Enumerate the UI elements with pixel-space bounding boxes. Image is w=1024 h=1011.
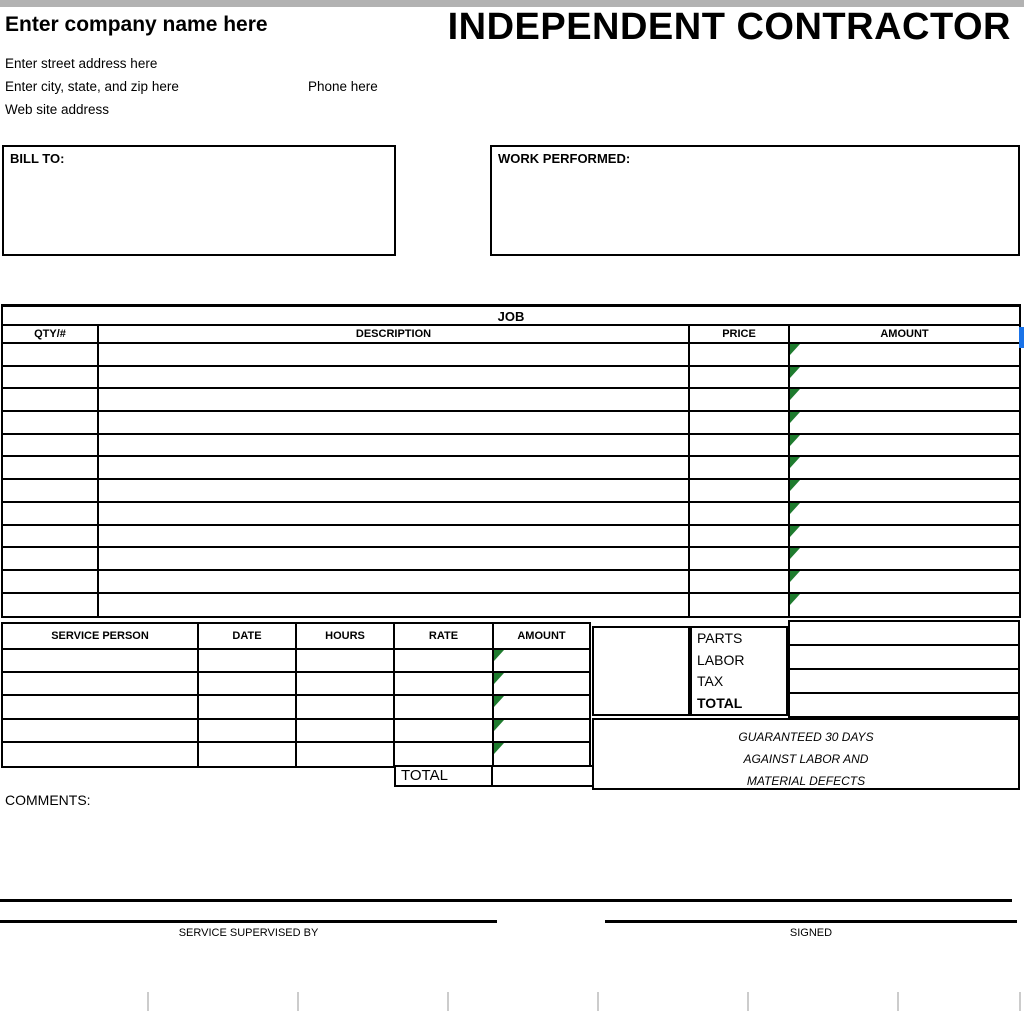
document-title: INDEPENDENT CONTRACTOR: [447, 6, 1011, 48]
service-cell-hours[interactable]: [297, 743, 395, 766]
job-table-row: [3, 367, 1019, 390]
service-col-hours: HOURS: [297, 624, 395, 648]
job-cell-amount[interactable]: [790, 503, 1019, 524]
summary-blank-box: [592, 626, 690, 716]
service-table-body: [3, 650, 589, 766]
job-cell-amount[interactable]: [790, 435, 1019, 456]
formula-marker-icon: [790, 344, 800, 355]
job-cell-amount[interactable]: [790, 571, 1019, 592]
formula-marker-icon: [790, 571, 800, 582]
formula-marker-icon: [790, 548, 800, 559]
work-performed-box[interactable]: [490, 145, 1020, 256]
job-cell-price[interactable]: [690, 367, 790, 388]
service-cell-hours[interactable]: [297, 696, 395, 717]
job-col-amount: AMOUNT: [880, 328, 929, 340]
formula-marker-icon: [494, 720, 504, 731]
job-cell-amount[interactable]: [790, 389, 1019, 410]
job-cell-qty[interactable]: [3, 412, 99, 433]
summary-labels: [690, 626, 788, 716]
gridline-tick: [597, 992, 599, 1011]
job-cell-price[interactable]: [690, 571, 790, 592]
job-cell-amount[interactable]: [790, 480, 1019, 501]
job-cell-amount[interactable]: [790, 457, 1019, 478]
service-cell-person[interactable]: [3, 743, 199, 766]
job-cell-amount[interactable]: [790, 412, 1019, 433]
job-cell-description[interactable]: [99, 389, 690, 410]
job-col-price: PRICE: [690, 326, 790, 342]
service-table-row: [3, 743, 589, 766]
job-cell-description[interactable]: [99, 435, 690, 456]
job-cell-description[interactable]: [99, 412, 690, 433]
comments-label: COMMENTS:: [5, 792, 91, 808]
service-total-value[interactable]: [493, 767, 592, 785]
job-cell-qty[interactable]: [3, 503, 99, 524]
job-table-row: [3, 548, 1019, 571]
formula-marker-icon: [790, 412, 800, 423]
job-table-row: [3, 344, 1019, 367]
job-cell-price[interactable]: [690, 526, 790, 547]
gridline-tick: [1019, 992, 1021, 1011]
job-section-title: JOB: [3, 307, 1019, 326]
service-cell-hours[interactable]: [297, 720, 395, 741]
job-table-header-row: [3, 326, 1019, 344]
company-city[interactable]: Enter city, state, and zip here: [5, 79, 179, 94]
job-cell-price[interactable]: [690, 503, 790, 524]
job-cell-qty[interactable]: [3, 548, 99, 569]
service-cell-person[interactable]: [3, 720, 199, 741]
job-cell-amount[interactable]: [790, 548, 1019, 569]
formula-marker-icon: [790, 594, 800, 605]
job-table-row: [3, 412, 1019, 435]
formula-marker-icon: [790, 480, 800, 491]
service-cell-person[interactable]: [3, 650, 199, 671]
summary-label-total: TOTAL: [697, 694, 743, 711]
summary-label-parts: PARTS: [697, 630, 743, 646]
job-table-row: [3, 526, 1019, 549]
job-cell-qty[interactable]: [3, 571, 99, 592]
service-total-label: TOTAL: [396, 767, 493, 785]
company-website[interactable]: Web site address: [5, 102, 110, 117]
summary-value-parts[interactable]: [790, 622, 1018, 646]
guarantee-line: AGAINST LABOR AND: [743, 752, 869, 766]
service-table: [1, 622, 591, 768]
service-table-row: [3, 673, 589, 696]
summary-label-labor: LABOR: [697, 651, 745, 668]
job-cell-description[interactable]: [99, 571, 690, 592]
service-cell-amount[interactable]: [494, 650, 589, 671]
job-col-qty: QTY/#: [3, 326, 99, 342]
service-table-row: [3, 696, 589, 719]
company-phone[interactable]: Phone here: [308, 79, 378, 94]
job-table: [1, 304, 1021, 618]
service-cell-date[interactable]: [199, 673, 297, 694]
job-cell-description[interactable]: [99, 548, 690, 569]
formula-marker-icon: [790, 457, 800, 468]
job-cell-description[interactable]: [99, 503, 690, 524]
service-cell-person[interactable]: [3, 696, 199, 717]
guarantee-line: MATERIAL DEFECTS: [746, 774, 866, 788]
signed-signature-label: SIGNED: [789, 927, 833, 939]
summary-value-tax[interactable]: [790, 670, 1018, 694]
service-cell-hours[interactable]: [297, 650, 395, 671]
job-cell-price[interactable]: [690, 594, 790, 617]
job-table-row: [3, 571, 1019, 594]
service-cell-date[interactable]: [199, 650, 297, 671]
job-table-row: [3, 457, 1019, 480]
guarantee-note: [592, 718, 1020, 790]
bill-to-label: BILL TO:: [10, 151, 65, 166]
service-cell-rate[interactable]: [395, 720, 494, 741]
job-cell-description[interactable]: [99, 344, 690, 365]
job-cell-qty[interactable]: [3, 457, 99, 478]
job-cell-qty[interactable]: [3, 480, 99, 501]
job-cell-qty[interactable]: [3, 389, 99, 410]
job-cell-price[interactable]: [690, 480, 790, 501]
company-street[interactable]: Enter street address here: [5, 56, 158, 71]
gridline-tick: [897, 992, 899, 1011]
job-cell-description[interactable]: [99, 480, 690, 501]
company-name[interactable]: Enter company name here: [5, 13, 268, 36]
comments-bottom-border: [0, 899, 1012, 902]
summary-value-labor[interactable]: [790, 646, 1018, 670]
job-cell-price[interactable]: [690, 389, 790, 410]
formula-marker-icon: [790, 367, 800, 378]
formula-marker-icon: [790, 526, 800, 537]
job-cell-description[interactable]: [99, 367, 690, 388]
job-cell-qty[interactable]: [3, 594, 99, 617]
selection-edge-marker: [1019, 327, 1024, 348]
job-table-row: [3, 503, 1019, 526]
summary-value-total[interactable]: [790, 694, 1018, 716]
service-total-row: [394, 765, 594, 787]
job-cell-description[interactable]: [99, 526, 690, 547]
service-cell-person[interactable]: [3, 673, 199, 694]
gridline-tick: [147, 992, 149, 1011]
job-cell-price[interactable]: [690, 412, 790, 433]
job-cell-qty[interactable]: [3, 367, 99, 388]
service-cell-amount[interactable]: [494, 696, 589, 717]
service-cell-date[interactable]: [199, 720, 297, 741]
job-table-body: [3, 344, 1019, 616]
service-cell-rate[interactable]: [395, 650, 494, 671]
job-cell-price[interactable]: [690, 435, 790, 456]
summary-values: [788, 620, 1020, 718]
supervised-signature-label: SERVICE SUPERVISED BY: [178, 927, 319, 939]
formula-marker-icon: [494, 650, 504, 661]
service-table-row: [3, 720, 589, 743]
job-col-description: DESCRIPTION: [99, 326, 690, 342]
service-col-person: SERVICE PERSON: [3, 624, 199, 648]
formula-marker-icon: [790, 435, 800, 446]
work-performed-label: WORK PERFORMED:: [498, 151, 631, 166]
service-col-date: DATE: [199, 624, 297, 648]
job-cell-description[interactable]: [99, 457, 690, 478]
comments-area[interactable]: [0, 788, 1012, 899]
service-cell-amount[interactable]: [494, 720, 589, 741]
service-cell-date[interactable]: [199, 696, 297, 717]
job-table-row: [3, 435, 1019, 458]
formula-marker-icon: [790, 389, 800, 400]
service-table-header-row: [3, 624, 589, 650]
formula-marker-icon: [494, 673, 504, 684]
service-cell-date[interactable]: [199, 743, 297, 766]
gridline-tick: [447, 992, 449, 1011]
service-col-amount: AMOUNT: [517, 630, 566, 642]
formula-marker-icon: [494, 743, 504, 754]
guarantee-line: GUARANTEED 30 DAYS: [738, 730, 874, 744]
signed-signature-line[interactable]: [605, 920, 1017, 923]
service-cell-rate[interactable]: [395, 743, 494, 766]
job-cell-amount[interactable]: [790, 526, 1019, 547]
formula-marker-icon: [790, 503, 800, 514]
bill-to-box[interactable]: [2, 145, 396, 256]
summary-label-tax: TAX: [697, 673, 724, 689]
service-cell-rate[interactable]: [395, 673, 494, 694]
job-cell-price[interactable]: [690, 548, 790, 569]
service-table-row: [3, 650, 589, 673]
job-table-row: [3, 389, 1019, 412]
service-col-rate: RATE: [395, 624, 494, 648]
job-cell-amount[interactable]: [790, 594, 1019, 617]
job-cell-amount[interactable]: [790, 367, 1019, 388]
job-cell-qty[interactable]: [3, 344, 99, 365]
job-cell-description[interactable]: [99, 594, 690, 617]
job-cell-qty[interactable]: [3, 526, 99, 547]
job-table-row: [3, 480, 1019, 503]
service-cell-rate[interactable]: [395, 696, 494, 717]
job-cell-price[interactable]: [690, 344, 790, 365]
job-cell-qty[interactable]: [3, 435, 99, 456]
job-table-row: [3, 594, 1019, 617]
service-cell-hours[interactable]: [297, 673, 395, 694]
supervised-signature-line[interactable]: [0, 920, 497, 923]
job-cell-price[interactable]: [690, 457, 790, 478]
gridline-tick: [747, 992, 749, 1011]
formula-marker-icon: [494, 696, 504, 707]
job-cell-amount[interactable]: [790, 344, 1019, 365]
service-cell-amount[interactable]: [494, 673, 589, 694]
service-cell-amount[interactable]: [494, 743, 589, 766]
gridline-tick: [297, 992, 299, 1011]
